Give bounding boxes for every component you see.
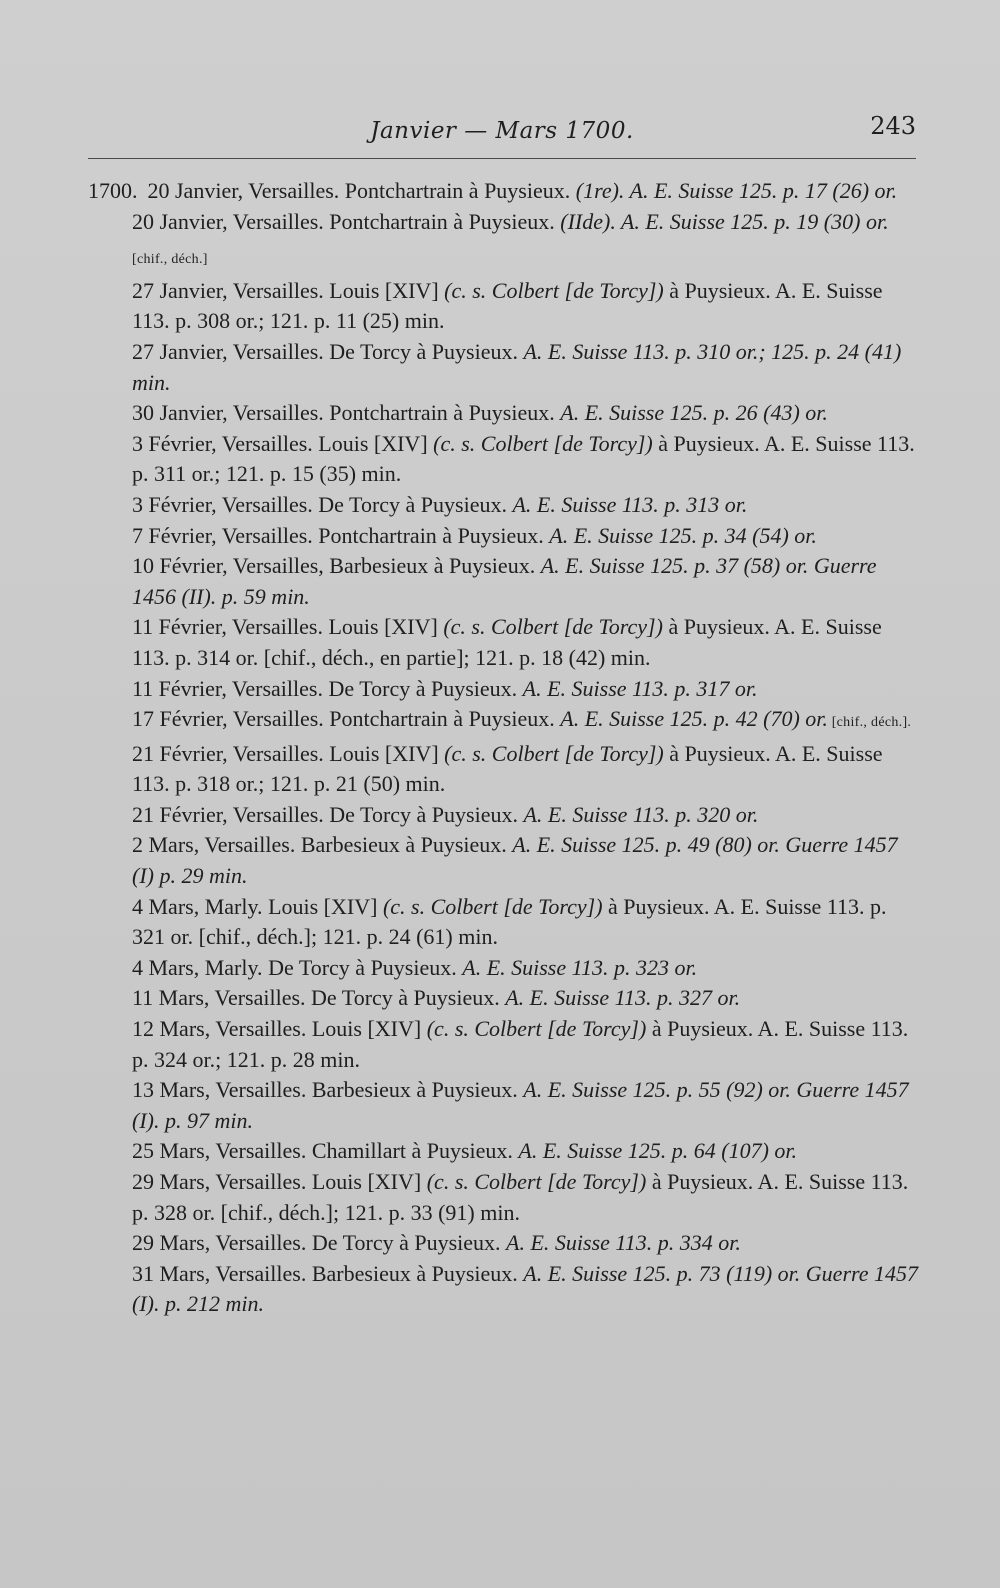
entry-item — [88, 429, 918, 490]
entry-reference: A. E. Suisse 125. p. 55 (92) or. Guerre 1457 (I). p. 97 min. — [132, 1077, 909, 1133]
entry-text: De Torcy à Puysieux. — [306, 1230, 507, 1256]
entry-text: Louis [XIV] — [323, 740, 445, 766]
entry-date: 4 Mars, Marly. — [132, 893, 263, 919]
entry-reference: A. E. Suisse 125. p. 34 (54) or. — [549, 522, 817, 548]
entry-reference: A. E. Suisse 113. p. 327 or. — [505, 985, 741, 1011]
entry-date: 3 Février, Versailles. — [132, 430, 313, 456]
entry-reference: (1re). A. E. Suisse 125. p. 17 (26) or. — [575, 178, 898, 203]
entry-text: Pontchartrain à Puysieux. — [323, 208, 561, 234]
entry-item — [88, 1014, 918, 1075]
entry-reference: A. E. Suisse 113. p. 317 or. — [522, 675, 758, 701]
entry-reference: (c. s. Colbert [de Torcy]) — [382, 893, 603, 919]
entry-reference: A. E. Suisse 125. p. 73 (119) or. Guerre 1457 (I). p. 212 min. — [132, 1260, 919, 1317]
entry-text: Barbesieux à Puysieux. — [306, 1260, 524, 1286]
entry-item — [88, 490, 918, 521]
entry-item — [88, 1136, 918, 1167]
entry-date: 11 Février, Versailles. — [132, 614, 323, 640]
entry-text: Louis [XIV] — [312, 430, 434, 456]
entry-reference: (IIde). A. E. Suisse 125. p. 19 (30) or. — [560, 208, 889, 234]
entry-reference: A. E. Suisse 113. p. 313 or. — [512, 491, 748, 517]
entry-reference: A. E. Suisse 113. p. 334 or. — [506, 1230, 741, 1256]
entry-date: 31 Mars, Versailles. — [132, 1260, 307, 1286]
entry-tail: à Puysieux. A. E. Suisse 113. p. 311 or.; 121. p. 15 (35) min. — [132, 430, 915, 487]
entry-item — [88, 207, 918, 276]
entry-reference: A. E. Suisse 125. p. 42 (70) or. — [560, 706, 828, 732]
header-rule — [88, 158, 916, 159]
entry-item — [88, 953, 918, 984]
entry-item — [88, 612, 918, 673]
entry-reference: (c. s. Colbert [de Torcy]) — [426, 1016, 647, 1042]
entry-item — [88, 1259, 918, 1320]
entry-tail: à Puysieux. A. E. Suisse 113. p. 318 or.; 121. p. 21 (50) min. — [132, 740, 883, 797]
entry-date: 2 Mars, Versailles. — [132, 832, 296, 858]
page-number: 243 — [870, 112, 916, 140]
entry-reference: (c. s. Colbert [de Torcy]) — [433, 430, 653, 456]
entry-reference: (c. s. Colbert [de Torcy]) — [444, 740, 664, 766]
entry-text: De Torcy à Puysieux. — [323, 338, 524, 364]
entry-item — [88, 276, 918, 337]
entry-date: 12 Mars, Versailles. — [132, 1016, 307, 1042]
entry-reference: A. E. Suisse 125. p. 64 (107) or. — [518, 1138, 798, 1164]
entry-item — [88, 739, 918, 800]
entry-text: De Torcy à Puysieux. — [262, 954, 463, 980]
entry-item — [88, 398, 918, 429]
entry-text: De Torcy à Puysieux. — [323, 801, 524, 827]
page-header — [88, 112, 916, 148]
entry-date: 7 Février, Versailles. — [132, 522, 313, 548]
entry-date: 25 Mars, Versailles. — [132, 1138, 307, 1164]
entry-tail: à Puysieux. A. E. Suisse 113. p. 324 or.; 121. p. 28 min. — [132, 1016, 909, 1072]
entry-item — [88, 892, 918, 953]
entry-text: Pontchartrain à Puysieux. — [312, 522, 550, 548]
entry-date: 27 Janvier, Versailles. — [132, 277, 324, 303]
entry-reference: (c. s. Colbert [de Torcy]) — [443, 614, 663, 640]
entry-text: Louis [XIV] — [306, 1169, 427, 1194]
entry-text: Barbesieux à Puysieux. — [295, 832, 513, 858]
entry-text: Louis [XIV] — [322, 614, 444, 640]
entry-text: Louis [XIV] — [262, 893, 383, 919]
entry-reference: A. E. Suisse 125. p. 26 (43) or. — [560, 400, 828, 426]
entry-reference: A. E. Suisse 113. p. 323 or. — [462, 954, 698, 980]
entry-date: 4 Mars, Marly. — [132, 954, 263, 980]
entry-tail: à Puysieux. A. E. Suisse 113. p. 308 or.; 121. p. 11 (25) min. — [132, 277, 883, 334]
entry-item — [88, 704, 918, 739]
entry-text: Louis [XIV] — [323, 277, 445, 303]
entry-reference: A. E. Suisse 113. p. 320 or. — [523, 801, 759, 827]
entry-text: Pontchartrain à Puysieux. — [339, 178, 576, 203]
entry-date: 11 Mars, Versailles. — [132, 985, 306, 1011]
entry-date: 17 Février, Versailles. — [132, 706, 324, 732]
entry-reference: (c. s. Colbert [de Torcy]) — [444, 277, 664, 303]
entry-note: [chif., déch.] — [132, 252, 208, 268]
entry-date: 11 Février, Versailles. — [132, 675, 323, 701]
entry-list — [88, 176, 918, 1320]
running-title: Janvier — Mars 1700. — [370, 118, 634, 144]
entry-item — [88, 337, 918, 398]
entry-text: Pontchartrain à Puysieux. — [323, 400, 561, 426]
entry-item — [88, 176, 918, 207]
entry-reference: A. E. Suisse 125. p. 49 (80) or. Guerre 1457 (I) p. 29 min. — [132, 832, 898, 889]
entry-tail: à Puysieux. A. E. Suisse 113. p. 314 or. [chif., déch., en partie]; 121. p. 18 (42) min. — [132, 614, 882, 670]
entry-date: 29 Mars, Versailles. — [132, 1230, 307, 1256]
entry-item — [88, 1167, 918, 1228]
entry-date: 30 Janvier, Versailles. — [132, 400, 324, 426]
entry-text: Pontchartrain à Puysieux. — [323, 706, 561, 732]
entry-reference: A. E. Suisse 113. p. 310 or.; 125. p. 24 (41) min. — [132, 338, 902, 395]
entry-item — [88, 674, 918, 705]
entry-text: Chamillart à Puysieux. — [306, 1138, 519, 1164]
entry-text: Louis [XIV] — [306, 1016, 427, 1042]
entry-year: 1700. — [88, 178, 138, 203]
entry-date: 20 Janvier, Versailles. — [132, 208, 324, 234]
entry-reference: (c. s. Colbert [de Torcy]) — [426, 1169, 647, 1194]
entry-item — [88, 800, 918, 831]
entry-text: Barbesieux à Puysieux. — [323, 553, 541, 579]
entry-date: 13 Mars, Versailles. — [132, 1077, 307, 1103]
entry-text: De Torcy à Puysieux. — [305, 985, 506, 1011]
entry-text: Barbesieux à Puysieux. — [306, 1077, 524, 1103]
entry-date: 3 Février, Versailles. — [132, 491, 313, 517]
entry-date: 29 Mars, Versailles. — [132, 1169, 307, 1194]
entry-reference: A. E. Suisse 125. p. 37 (58) or. Guerre 1456 (II). p. 59 min. — [132, 553, 877, 609]
entry-item — [88, 1075, 918, 1136]
entry-note: [chif., déch.]. — [827, 715, 912, 731]
entry-date: 21 Février, Versailles. — [132, 801, 324, 827]
entry-item — [88, 1228, 918, 1259]
entry-text: De Torcy à Puysieux. — [312, 491, 513, 517]
entry-text: De Torcy à Puysieux. — [322, 675, 523, 701]
entry-date: 27 Janvier, Versailles. — [132, 338, 324, 364]
entry-date: 10 Février, Versailles, — [132, 553, 324, 579]
entry-tail: à Puysieux. A. E. Suisse 113. p. 328 or. [chif., déch.]; 121. p. 33 (91) min. — [132, 1169, 909, 1225]
entry-date: 21 Février, Versailles. — [132, 740, 324, 766]
entry-item — [88, 830, 918, 891]
entry-tail: à Puysieux. A. E. Suisse 113. p. 321 or. [chif., déch.]; 121. p. 24 (61) min. — [132, 893, 887, 950]
entry-date: 20 Janvier, Versailles. — [147, 178, 340, 203]
entry-item — [88, 521, 918, 552]
entry-item — [88, 983, 918, 1014]
entry-item — [88, 551, 918, 612]
